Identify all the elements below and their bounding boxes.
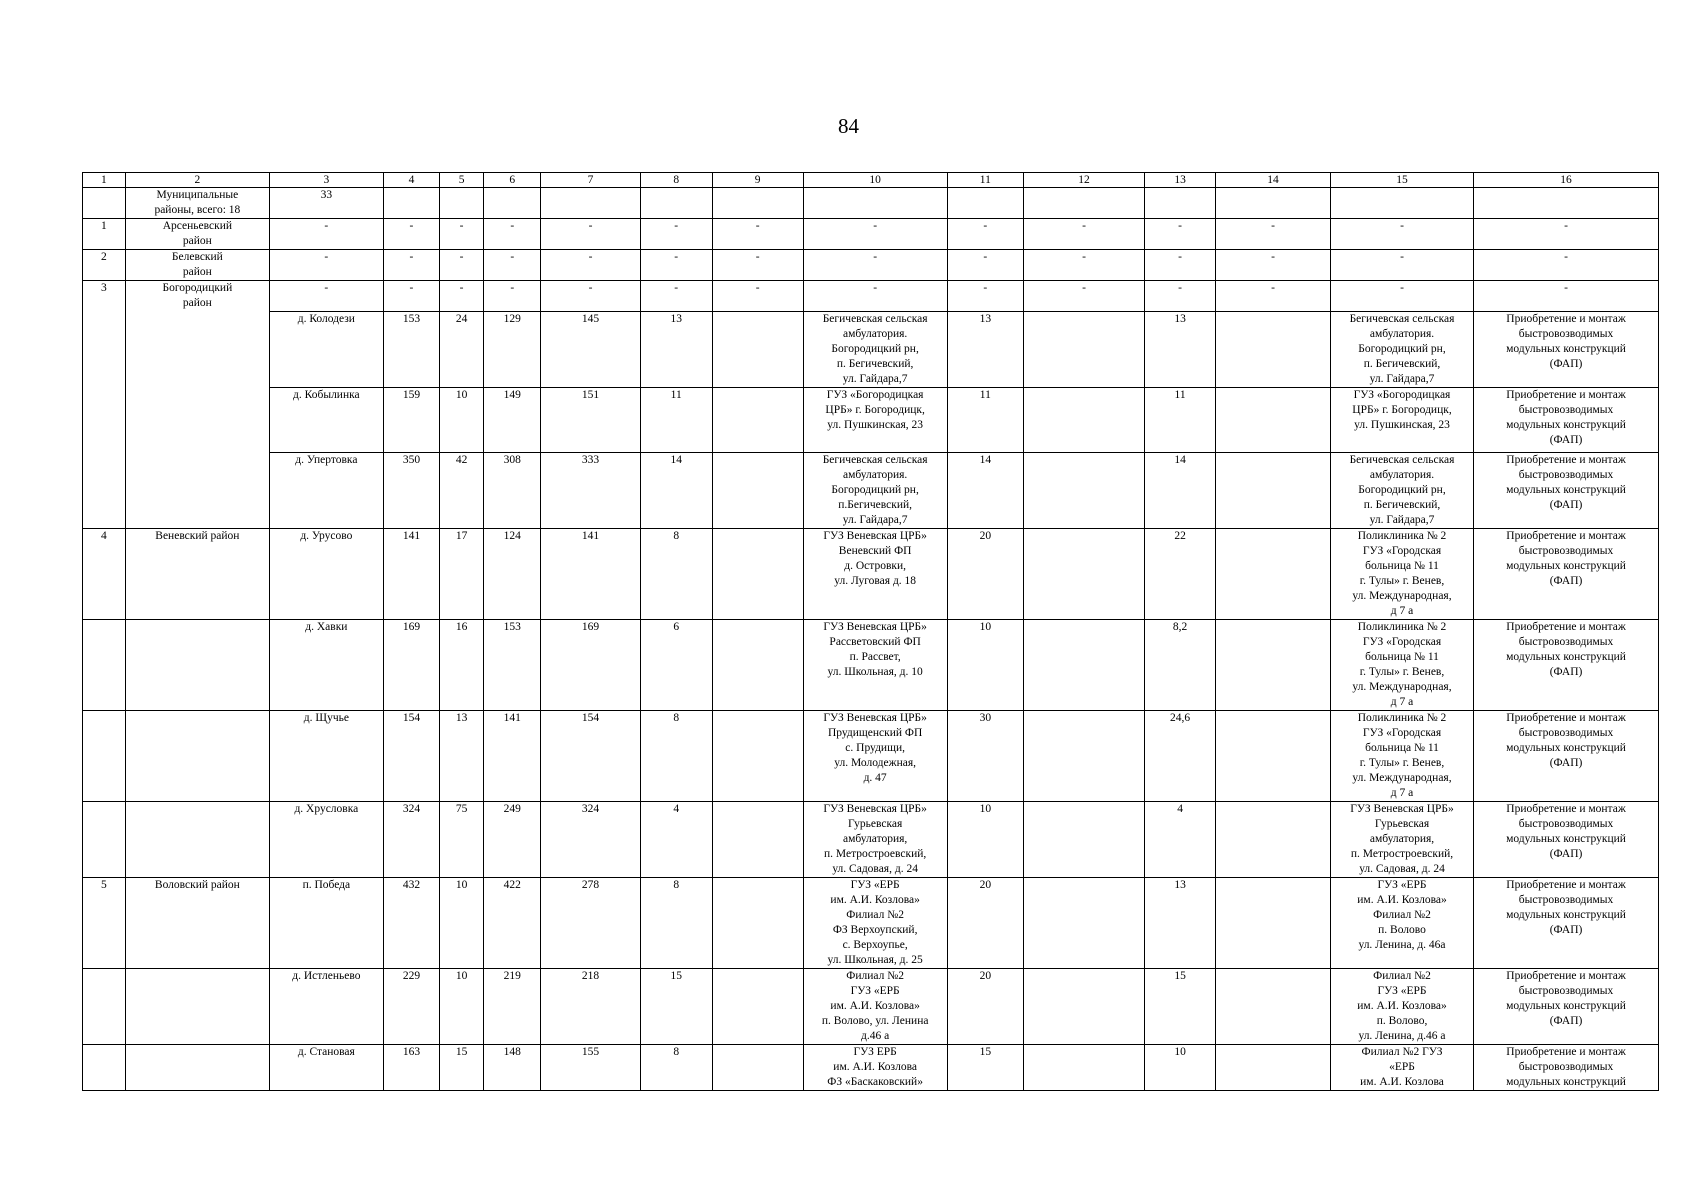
table-cell xyxy=(383,188,439,219)
table-cell: 3 xyxy=(83,281,126,312)
table-cell: ГУЗ «Богородицкая ЦРБ» г. Богородицк, ул. Пушкинская, 23 xyxy=(1330,387,1473,452)
table-cell xyxy=(712,528,803,619)
table-cell: Поликлиника № 2 ГУЗ «Городская больница № 11 г. Тулы» г. Венев, ул. Международная, д 7 а xyxy=(1330,619,1473,710)
table-cell xyxy=(125,452,269,528)
table-cell: 324 xyxy=(383,801,439,877)
header-cell: 12 xyxy=(1023,173,1144,188)
page-number: 84 xyxy=(838,114,859,138)
table-row xyxy=(83,801,1659,877)
table-cell: д. Упертовка xyxy=(269,452,383,528)
table-cell: 24,6 xyxy=(1145,710,1216,801)
table-cell: 10 xyxy=(440,968,484,1044)
table-cell: 13 xyxy=(1145,877,1216,968)
table-cell: 30 xyxy=(947,710,1023,801)
table-cell: Белевский район xyxy=(125,250,269,281)
table-cell xyxy=(125,710,269,801)
table-cell: - xyxy=(640,219,712,250)
table-cell: - xyxy=(484,281,541,312)
table-cell: д. Хрусловка xyxy=(269,801,383,877)
table-cell: 145 xyxy=(541,311,640,387)
table-cell: - xyxy=(1023,281,1144,312)
table-cell: Воловский район xyxy=(125,877,269,968)
table-cell: 149 xyxy=(484,387,541,452)
table-cell xyxy=(712,452,803,528)
table-row xyxy=(83,710,1659,801)
table-row xyxy=(83,619,1659,710)
table-row xyxy=(83,877,1659,968)
header-cell: 11 xyxy=(947,173,1023,188)
table-cell: Приобретение и монтаж быстровозводимых модульных конструкций xyxy=(1474,1044,1659,1090)
table-cell: - xyxy=(1216,219,1331,250)
table-cell: 75 xyxy=(440,801,484,877)
table-cell: Бегичевская сельская амбулатория. Богородицкий рн, п. Бегичевский, ул. Гайдара,7 xyxy=(1330,452,1473,528)
table-cell xyxy=(640,188,712,219)
table-cell: - xyxy=(712,281,803,312)
table-cell: - xyxy=(947,281,1023,312)
table-cell: 169 xyxy=(541,619,640,710)
header-cell: 4 xyxy=(383,173,439,188)
table-cell: - xyxy=(383,219,439,250)
table-cell: 159 xyxy=(383,387,439,452)
table-cell: 219 xyxy=(484,968,541,1044)
table-cell: 163 xyxy=(383,1044,439,1090)
table-cell xyxy=(125,311,269,387)
table-cell xyxy=(1023,801,1144,877)
table-row xyxy=(83,968,1659,1044)
table-cell: - xyxy=(1145,219,1216,250)
table-cell: Филиал №2 ГУЗ «ЕРБ им. А.И. Козлова» п. Волово, ул. Ленина, д.46 а xyxy=(1330,968,1473,1044)
table-cell: 8 xyxy=(640,710,712,801)
table-cell: 15 xyxy=(947,1044,1023,1090)
table-cell: 24 xyxy=(440,311,484,387)
table-cell xyxy=(83,619,126,710)
table-cell xyxy=(125,801,269,877)
table-cell: Муниципальные районы, всего: 18 xyxy=(125,188,269,219)
table-cell: Арсеньевский район xyxy=(125,219,269,250)
table-cell: - xyxy=(1474,219,1659,250)
table-cell: 13 xyxy=(1145,311,1216,387)
table-cell: Приобретение и монтаж быстровозводимых модульных конструкций (ФАП) xyxy=(1474,619,1659,710)
table-cell xyxy=(712,801,803,877)
table-cell xyxy=(1023,877,1144,968)
header-cell: 8 xyxy=(640,173,712,188)
table-cell: - xyxy=(484,219,541,250)
table-cell: Бегичевская сельская амбулатория. Богородицкий рн, п. Бегичевский, ул. Гайдара,7 xyxy=(1330,311,1473,387)
table-cell: Приобретение и монтаж быстровозводимых модульных конструкций (ФАП) xyxy=(1474,528,1659,619)
table-cell: - xyxy=(803,281,947,312)
table-cell: 10 xyxy=(1145,1044,1216,1090)
header-cell: 9 xyxy=(712,173,803,188)
table-cell: Приобретение и монтаж быстровозводимых модульных конструкций (ФАП) xyxy=(1474,311,1659,387)
data-table xyxy=(82,172,1659,1091)
header-cell: 7 xyxy=(541,173,640,188)
table-row xyxy=(83,1044,1659,1090)
table-cell: ГУЗ «ЕРБ им. А.И. Козлова» Филиал №2 ФЗ Верхоупский, с. Верхоупье, ул. Школьная, д. 25 xyxy=(803,877,947,968)
table-cell: ГУЗ «Богородицкая ЦРБ» г. Богородицк, ул. Пушкинская, 23 xyxy=(803,387,947,452)
table-cell xyxy=(712,968,803,1044)
header-cell: 2 xyxy=(125,173,269,188)
table-cell: - xyxy=(803,219,947,250)
table-cell: - xyxy=(269,250,383,281)
table-cell xyxy=(83,311,126,387)
table-cell: 42 xyxy=(440,452,484,528)
table-cell: 148 xyxy=(484,1044,541,1090)
table-cell: 20 xyxy=(947,968,1023,1044)
table-cell: 4 xyxy=(1145,801,1216,877)
table-cell: 154 xyxy=(541,710,640,801)
table-cell: ГУЗ «ЕРБ им. А.И. Козлова» Филиал №2 п. Волово ул. Ленина, д. 46а xyxy=(1330,877,1473,968)
table-cell: Поликлиника № 2 ГУЗ «Городская больница № 11 г. Тулы» г. Венев, ул. Международная, д 7 а xyxy=(1330,710,1473,801)
table-cell xyxy=(1023,1044,1144,1090)
header-cell: 15 xyxy=(1330,173,1473,188)
table-cell xyxy=(125,1044,269,1090)
table-cell xyxy=(712,387,803,452)
table-cell xyxy=(1216,387,1331,452)
table-cell: 141 xyxy=(484,710,541,801)
table-cell: 4 xyxy=(83,528,126,619)
table-cell: - xyxy=(803,250,947,281)
table-cell xyxy=(1023,452,1144,528)
table-cell: Филиал №2 ГУЗ «ЕРБ им. А.И. Козлова xyxy=(1330,1044,1473,1090)
table-cell: - xyxy=(440,250,484,281)
table-cell: д. Урусово xyxy=(269,528,383,619)
table-cell: 129 xyxy=(484,311,541,387)
table-cell xyxy=(83,710,126,801)
table-cell: 155 xyxy=(541,1044,640,1090)
table-cell xyxy=(83,188,126,219)
table-cell xyxy=(83,452,126,528)
table-row xyxy=(83,188,1659,219)
table-cell: - xyxy=(1330,281,1473,312)
table-cell: 14 xyxy=(1145,452,1216,528)
table-cell xyxy=(1023,387,1144,452)
table-cell: 154 xyxy=(383,710,439,801)
table-cell: 8,2 xyxy=(1145,619,1216,710)
table-cell xyxy=(1216,710,1331,801)
table-cell: Приобретение и монтаж быстровозводимых модульных конструкций (ФАП) xyxy=(1474,710,1659,801)
table-cell: 308 xyxy=(484,452,541,528)
table-cell xyxy=(712,188,803,219)
table-cell: ГУЗ Веневская ЦРБ» Веневский ФП д. Островки, ул. Луговая д. 18 xyxy=(803,528,947,619)
table-cell: 11 xyxy=(1145,387,1216,452)
table-cell: 15 xyxy=(640,968,712,1044)
table-cell: 8 xyxy=(640,528,712,619)
table-cell: Веневский район xyxy=(125,528,269,619)
header-cell: 14 xyxy=(1216,173,1331,188)
table-cell: ГУЗ Веневская ЦРБ» Прудищенский ФП с. Прудищи, ул. Молодежная, д. 47 xyxy=(803,710,947,801)
table-cell: Богородицкий район xyxy=(125,281,269,312)
table-cell: - xyxy=(1145,250,1216,281)
table-cell: 10 xyxy=(440,877,484,968)
table-cell: - xyxy=(947,250,1023,281)
table-cell xyxy=(83,968,126,1044)
table-cell: д. Хавки xyxy=(269,619,383,710)
table-cell: 153 xyxy=(484,619,541,710)
header-row xyxy=(83,173,1659,188)
table-cell: - xyxy=(1216,281,1331,312)
table-row xyxy=(83,452,1659,528)
table-cell xyxy=(803,188,947,219)
table-cell xyxy=(1216,311,1331,387)
table-cell: - xyxy=(269,219,383,250)
table-cell: 2 xyxy=(83,250,126,281)
table-row xyxy=(83,219,1659,250)
table-cell xyxy=(1474,188,1659,219)
table-cell: 4 xyxy=(640,801,712,877)
table-cell xyxy=(1023,311,1144,387)
table-cell: - xyxy=(541,250,640,281)
table-cell: Филиал №2 ГУЗ «ЕРБ им. А.И. Козлова» п. Волово, ул. Ленина д.46 а xyxy=(803,968,947,1044)
header-cell: 13 xyxy=(1145,173,1216,188)
table-cell: 278 xyxy=(541,877,640,968)
table-cell xyxy=(83,801,126,877)
table-cell: - xyxy=(1145,281,1216,312)
table-cell xyxy=(125,387,269,452)
table-cell: ГУЗ Веневская ЦРБ» Гурьевская амбулатория, п. Метростроевский, ул. Садовая, д. 24 xyxy=(1330,801,1473,877)
table-row xyxy=(83,250,1659,281)
table-cell: 1 xyxy=(83,219,126,250)
table-cell: д. Становая xyxy=(269,1044,383,1090)
table-cell xyxy=(541,188,640,219)
table-cell: 13 xyxy=(440,710,484,801)
table-cell: - xyxy=(947,219,1023,250)
table-cell: - xyxy=(1330,250,1473,281)
table-cell: - xyxy=(712,219,803,250)
table-cell: Бегичевская сельская амбулатория. Богородицкий рн, п.Бегичевский, ул. Гайдара,7 xyxy=(803,452,947,528)
table-cell: д. Щучье xyxy=(269,710,383,801)
table-cell: 20 xyxy=(947,877,1023,968)
header-cell: 6 xyxy=(484,173,541,188)
table-cell: 10 xyxy=(947,619,1023,710)
table-cell xyxy=(712,710,803,801)
table-cell xyxy=(1023,188,1144,219)
table-cell xyxy=(1145,188,1216,219)
table-cell: ГУЗ Веневская ЦРБ» Гурьевская амбулатория, п. Метростроевский, ул. Садовая, д. 24 xyxy=(803,801,947,877)
table-cell: 5 xyxy=(83,877,126,968)
table-cell: 324 xyxy=(541,801,640,877)
table-cell: - xyxy=(640,281,712,312)
table-cell: 8 xyxy=(640,877,712,968)
table-cell: 169 xyxy=(383,619,439,710)
table-cell: 218 xyxy=(541,968,640,1044)
table-cell: - xyxy=(440,281,484,312)
table-cell: д. Колодези xyxy=(269,311,383,387)
table-cell: 6 xyxy=(640,619,712,710)
table-cell xyxy=(440,188,484,219)
table-cell xyxy=(1330,188,1473,219)
table-cell: 422 xyxy=(484,877,541,968)
table-cell: 8 xyxy=(640,1044,712,1090)
table-cell: Приобретение и монтаж быстровозводимых модульных конструкций (ФАП) xyxy=(1474,968,1659,1044)
table-cell: 151 xyxy=(541,387,640,452)
table-cell: 229 xyxy=(383,968,439,1044)
table-cell xyxy=(83,1044,126,1090)
table-cell: 33 xyxy=(269,188,383,219)
table-row xyxy=(83,387,1659,452)
table-cell xyxy=(1216,801,1331,877)
table-cell: 13 xyxy=(640,311,712,387)
table-cell: - xyxy=(541,281,640,312)
table-cell: - xyxy=(712,250,803,281)
table-cell: д. Кобылинка xyxy=(269,387,383,452)
table-cell xyxy=(1216,619,1331,710)
table-row xyxy=(83,528,1659,619)
table-cell: 15 xyxy=(440,1044,484,1090)
table-cell: - xyxy=(1216,250,1331,281)
table-cell xyxy=(1023,968,1144,1044)
table-cell: 14 xyxy=(947,452,1023,528)
table-cell: Поликлиника № 2 ГУЗ «Городская больница № 11 г. Тулы» г. Венев, ул. Международная, д 7 а xyxy=(1330,528,1473,619)
table-cell: 13 xyxy=(947,311,1023,387)
table-cell: 10 xyxy=(440,387,484,452)
table-cell: 350 xyxy=(383,452,439,528)
table-cell: 14 xyxy=(640,452,712,528)
table-cell xyxy=(1216,188,1331,219)
table-cell xyxy=(1023,528,1144,619)
table-cell: 141 xyxy=(541,528,640,619)
table-cell: - xyxy=(1023,219,1144,250)
table-cell: д. Истленьево xyxy=(269,968,383,1044)
table-cell: - xyxy=(1330,219,1473,250)
header-cell: 5 xyxy=(440,173,484,188)
table-cell: 17 xyxy=(440,528,484,619)
table-cell: - xyxy=(383,250,439,281)
table-cell xyxy=(1216,968,1331,1044)
table-cell xyxy=(125,619,269,710)
table-cell xyxy=(712,311,803,387)
table-cell: 20 xyxy=(947,528,1023,619)
table-row xyxy=(83,281,1659,312)
table-cell: п. Победа xyxy=(269,877,383,968)
table-cell xyxy=(1216,528,1331,619)
table-cell: Приобретение и монтаж быстровозводимых модульных конструкций (ФАП) xyxy=(1474,801,1659,877)
table-cell: 11 xyxy=(947,387,1023,452)
table-cell xyxy=(712,1044,803,1090)
table-cell: 333 xyxy=(541,452,640,528)
table-cell: 153 xyxy=(383,311,439,387)
table-cell xyxy=(1023,710,1144,801)
table-cell: - xyxy=(484,250,541,281)
table-cell: - xyxy=(440,219,484,250)
table-cell: ГУЗ Веневская ЦРБ» Рассветовский ФП п. Рассвет, ул. Школьная, д. 10 xyxy=(803,619,947,710)
table-cell: Приобретение и монтаж быстровозводимых модульных конструкций (ФАП) xyxy=(1474,452,1659,528)
table-cell xyxy=(712,877,803,968)
header-cell: 16 xyxy=(1474,173,1659,188)
table-cell: - xyxy=(640,250,712,281)
header-cell: 10 xyxy=(803,173,947,188)
table-cell: - xyxy=(1474,281,1659,312)
table-cell: 11 xyxy=(640,387,712,452)
table-cell: 10 xyxy=(947,801,1023,877)
table-cell xyxy=(712,619,803,710)
table-cell: 141 xyxy=(383,528,439,619)
table-cell: - xyxy=(1474,250,1659,281)
table-cell xyxy=(1216,452,1331,528)
table-cell: 22 xyxy=(1145,528,1216,619)
table-cell: 16 xyxy=(440,619,484,710)
table-cell: 15 xyxy=(1145,968,1216,1044)
table-cell: - xyxy=(383,281,439,312)
table-cell: Приобретение и монтаж быстровозводимых модульных конструкций (ФАП) xyxy=(1474,387,1659,452)
table-cell xyxy=(83,387,126,452)
table-cell xyxy=(1216,877,1331,968)
table-cell xyxy=(1023,619,1144,710)
table-cell xyxy=(125,968,269,1044)
table-row xyxy=(83,311,1659,387)
table-cell: ГУЗ ЕРБ им. А.И. Козлова ФЗ «Баскаковский» xyxy=(803,1044,947,1090)
table-cell: - xyxy=(541,219,640,250)
table-cell xyxy=(947,188,1023,219)
table-cell xyxy=(484,188,541,219)
table-cell: - xyxy=(1023,250,1144,281)
table-cell xyxy=(1216,1044,1331,1090)
table-cell: - xyxy=(269,281,383,312)
header-cell: 3 xyxy=(269,173,383,188)
table-cell: Приобретение и монтаж быстровозводимых модульных конструкций (ФАП) xyxy=(1474,877,1659,968)
table-cell: 124 xyxy=(484,528,541,619)
table-cell: 249 xyxy=(484,801,541,877)
header-cell: 1 xyxy=(83,173,126,188)
table-cell: 432 xyxy=(383,877,439,968)
table-cell: Бегичевская сельская амбулатория. Богородицкий рн, п. Бегичевский, ул. Гайдара,7 xyxy=(803,311,947,387)
